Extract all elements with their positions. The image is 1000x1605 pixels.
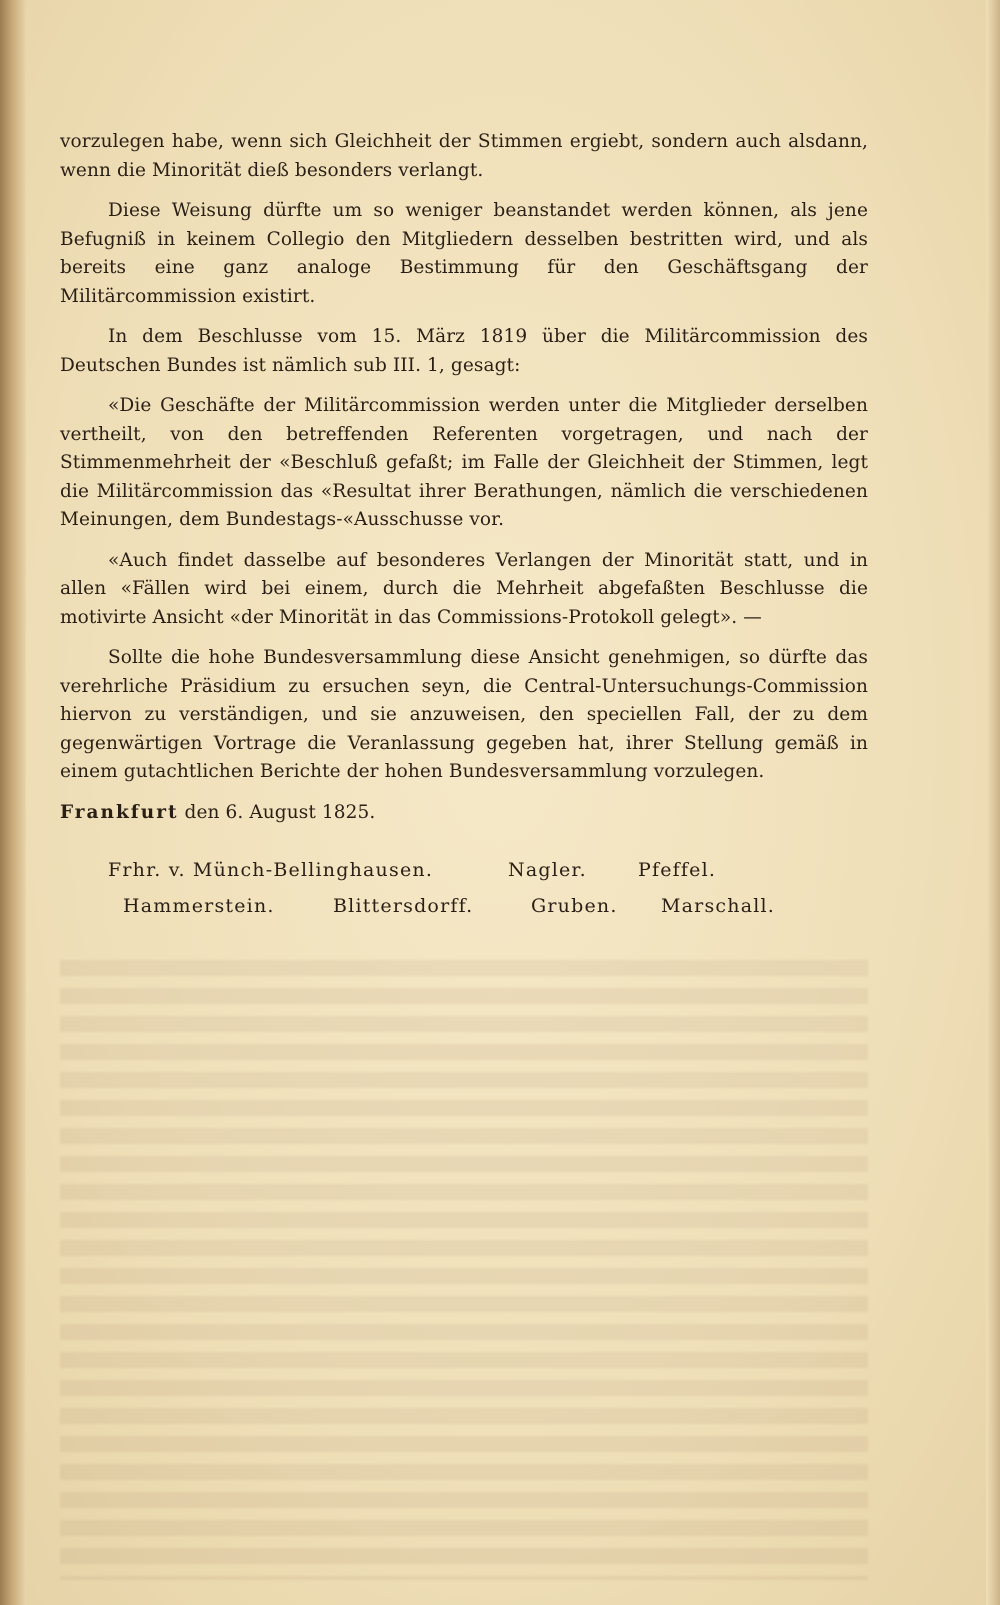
paragraph-directive: Diese Weisung dürfte um so weniger beanstandet werden können, als jene Befugniß in keinem Collegio den Mitgliedern desselben bestritten wird, und als bereits eine ganz analoge Bestimmung für den Geschäftsgang der Militärcommission existirt. [60,200,868,307]
paragraph-resolution-reference: In dem Beschlusse vom 15. März 1819 über die Militärcommission des Deutschen Bundes ist nämlich sub III. 1, gesagt: [60,326,868,376]
document-body [60,128,868,839]
signature-block [108,852,868,924]
signature-name: Blittersdorff. [333,895,474,917]
date-text: den 6. August 1825. [184,801,376,823]
book-gutter [0,0,26,1605]
paragraph-proposal: Sollte die hohe Bundesversammlung diese Ansicht genehmigen, so dürfte das verehrliche Präsidium zu ersuchen seyn, die Central-Untersuchungs-Commission hiervon zu verständigen, und sie anzuweisen, den speciellen Fall, der zu dem gegenwärtigen Vortrage die Veranlassung gegeben hat, ihrer Stellung gemäß in einem gutachtlichen Berichte der hohen Bundesversammlung vorzulegen. [60,647,868,782]
signature-name: Pfeffel. [638,859,717,881]
signature-row [108,888,868,924]
place-name: Frankfurt [60,801,179,823]
page-edge [986,0,1000,1605]
signature-name: Marschall. [661,895,776,917]
paragraph-continuation: vorzulegen habe, wenn sich Gleichheit der Stimmen ergiebt, sondern auch alsdann, wenn die Minorität dieß besonders verlangt. [60,131,868,181]
bleed-through-text [60,960,868,1580]
signature-name: Hammerstein. [123,895,275,917]
signature-name: Gruben. [531,895,618,917]
signature-name: Frhr. v. Münch-Bellinghausen. [108,859,434,881]
quote-military-commission: «Die Geschäfte der Militärcommission werden unter die Mitglieder derselben vertheilt, von den betreffenden Referenten vorgetragen, und nach der Stimmenmehrheit der «Beschluß gefaßt; im Falle der Gleichheit der Stimmen, legt die Militärcommission das «Resultat ihrer Berathungen, nämlich die verschiedenen Meinungen, dem Bundestags-«Ausschusse vor. [60,395,868,530]
quote-minority-opinion: «Auch findet dasselbe auf besonderes Verlangen der Minorität statt, und in allen «Fällen wird bei einem, durch die Mehrheit abgefaßten Beschlusse die motivirte Ansicht «der Minorität in das Commissions-Protokoll gelegt». — [60,549,868,628]
place-date-line [60,799,868,828]
signature-row [108,852,868,888]
signature-name: Nagler. [508,859,587,881]
